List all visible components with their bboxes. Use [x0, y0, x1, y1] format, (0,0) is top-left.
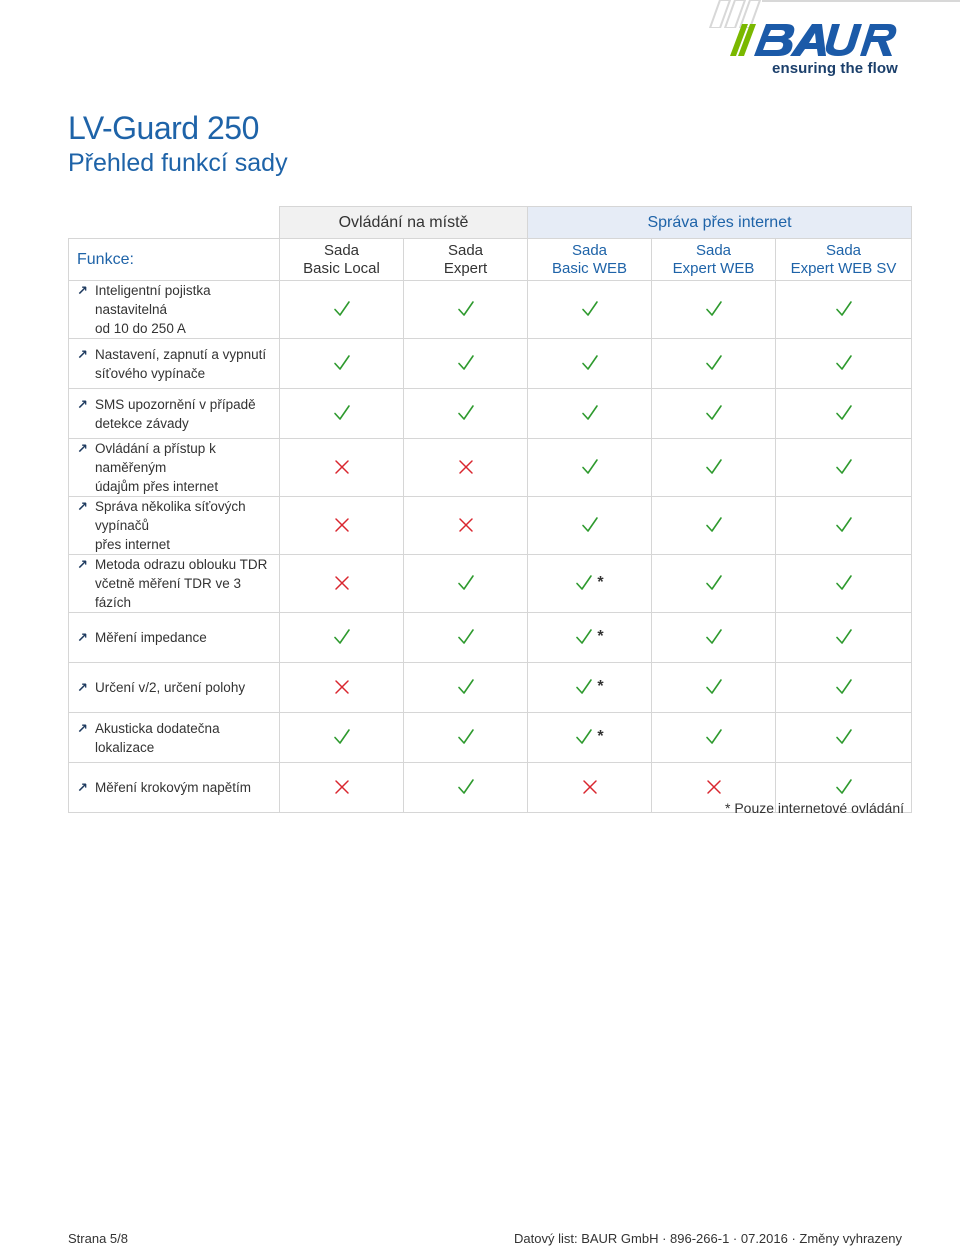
column-header-basic-local — [280, 239, 404, 281]
feature-label-line2: včetně měření TDR ve 3 fázích — [95, 576, 242, 610]
check-cell — [404, 613, 528, 663]
bullet-arrow-icon: ↗ — [77, 780, 88, 795]
check-cell — [280, 613, 404, 663]
cross-cell — [280, 663, 404, 713]
cross-icon — [333, 459, 351, 476]
check-icon — [333, 301, 351, 318]
check-cell — [528, 663, 652, 713]
check-icon — [705, 301, 723, 318]
check-icon — [457, 729, 475, 746]
check-cell — [652, 713, 776, 763]
check-icon — [581, 355, 599, 372]
check-icon — [457, 779, 475, 796]
document-info: Datový list: BAUR GmbH · 896-266-1 · 07.2016 · Změny vyhrazeny — [514, 1231, 902, 1246]
check-icon — [835, 779, 853, 796]
footnote-star: * — [597, 574, 604, 592]
check-icon — [333, 355, 351, 372]
feature-label-line1: SMS upozornění v případě — [95, 396, 256, 412]
group-local-header: Ovládání na místě — [280, 207, 528, 239]
cross-icon — [333, 575, 351, 592]
bullet-arrow-icon: ↗ — [77, 283, 88, 298]
cross-icon — [333, 517, 351, 534]
check-icon — [581, 405, 599, 422]
check-icon — [705, 575, 723, 592]
bullet-arrow-icon: ↗ — [77, 396, 88, 412]
bullet-arrow-icon: ↗ — [77, 557, 88, 572]
page-subtitle: Přehled funkcí sady — [68, 149, 288, 177]
cross-icon — [705, 779, 723, 796]
check-cell — [404, 663, 528, 713]
check-cell — [528, 439, 652, 497]
feature-label — [95, 439, 275, 496]
check-icon — [457, 629, 475, 646]
check-icon — [835, 405, 853, 422]
table-row — [69, 663, 912, 713]
column-header-line2: Basic Local — [303, 259, 380, 277]
column-header-expert-web-sv — [776, 239, 912, 281]
check-cell — [528, 389, 652, 439]
bullet-arrow-icon: ↗ — [77, 720, 88, 736]
check-cell — [776, 713, 912, 763]
check-icon — [835, 459, 853, 476]
feature-label-line2: přes internet — [95, 537, 171, 552]
feature-label — [95, 678, 275, 697]
feature-label-line2: detekce závady — [95, 415, 189, 431]
feature-table — [68, 206, 912, 813]
cross-icon — [581, 779, 599, 796]
check-cell — [652, 389, 776, 439]
baur-logo-mark — [728, 22, 898, 58]
page-title: LV-Guard 250 — [68, 110, 259, 146]
check-cell — [652, 613, 776, 663]
bullet-arrow-icon: ↗ — [77, 346, 88, 362]
page-number: Strana 5/8 — [68, 1231, 128, 1246]
check-icon — [835, 575, 853, 592]
group-header-spacer — [69, 207, 280, 239]
cross-cell — [280, 497, 404, 555]
check-cell — [528, 339, 652, 389]
cross-cell — [280, 763, 404, 813]
check-icon — [457, 405, 475, 422]
table-row — [69, 281, 912, 339]
table-row — [69, 389, 912, 439]
feature-cell — [69, 763, 280, 813]
feature-cell — [69, 497, 280, 555]
group-web-header: Správa přes internet — [528, 207, 912, 239]
check-icon — [835, 517, 853, 534]
check-icon — [705, 355, 723, 372]
feature-label-line1: Určení v/2, určení polohy — [95, 680, 246, 695]
feature-cell — [69, 663, 280, 713]
group-header-row — [69, 207, 912, 239]
check-cell — [404, 389, 528, 439]
table-row — [69, 497, 912, 555]
table-row — [69, 339, 912, 389]
column-header-line1: Sada — [695, 241, 732, 259]
feature-cell — [69, 439, 280, 497]
check-icon — [575, 679, 593, 696]
cross-icon — [333, 779, 351, 796]
feature-label — [95, 395, 275, 433]
cross-cell — [280, 439, 404, 497]
check-cell — [652, 497, 776, 555]
check-cell — [776, 613, 912, 663]
table-row — [69, 555, 912, 613]
feature-label-line1: Správa několika síťových vypínačů — [95, 499, 246, 533]
cross-icon — [333, 679, 351, 696]
check-cell — [404, 763, 528, 813]
check-cell — [528, 613, 652, 663]
feature-cell — [69, 613, 280, 663]
cross-cell — [528, 763, 652, 813]
check-cell — [280, 281, 404, 339]
cross-cell — [404, 497, 528, 555]
check-cell — [404, 555, 528, 613]
check-cell — [280, 389, 404, 439]
table-row — [69, 613, 912, 663]
cross-cell — [404, 439, 528, 497]
bullet-arrow-icon: ↗ — [77, 499, 88, 514]
feature-cell — [69, 281, 280, 339]
cross-icon — [457, 459, 475, 476]
check-icon — [835, 301, 853, 318]
table-row — [69, 713, 912, 763]
check-cell — [404, 339, 528, 389]
column-header-row — [69, 239, 912, 281]
feature-cell — [69, 389, 280, 439]
footnote-star: * — [597, 728, 604, 746]
functions-label: Funkce: — [69, 239, 280, 281]
feature-label — [95, 628, 275, 647]
bullet-arrow-icon: ↗ — [77, 630, 88, 645]
column-header-line2: Basic WEB — [551, 259, 627, 277]
feature-label-line1: Akusticka dodatečna lokalizace — [95, 720, 220, 755]
bullet-arrow-icon: ↗ — [77, 680, 88, 695]
check-cell — [776, 389, 912, 439]
feature-label-line1: Nastavení, zapnutí a vypnutí — [95, 346, 267, 362]
bullet-arrow-icon: ↗ — [77, 441, 88, 456]
feature-label-line1: Inteligentní pojistka nastavitelná — [95, 283, 211, 317]
check-cell — [528, 497, 652, 555]
check-icon — [575, 629, 593, 646]
feature-rows — [69, 281, 912, 813]
check-cell — [652, 439, 776, 497]
check-icon — [333, 405, 351, 422]
check-cell — [652, 555, 776, 613]
check-icon — [457, 679, 475, 696]
cross-cell — [280, 555, 404, 613]
column-header-basic-web — [528, 239, 652, 281]
check-icon — [333, 629, 351, 646]
check-icon — [333, 729, 351, 746]
feature-cell — [69, 339, 280, 389]
cross-icon — [457, 517, 475, 534]
check-icon — [575, 729, 593, 746]
feature-label — [95, 497, 275, 554]
feature-label-line1: Ovládání a přístup k naměřeným — [95, 441, 216, 475]
column-header-line1: Sada — [447, 241, 484, 259]
check-icon — [705, 405, 723, 422]
check-cell — [404, 281, 528, 339]
check-icon — [835, 729, 853, 746]
check-icon — [705, 729, 723, 746]
check-cell — [776, 555, 912, 613]
footnote: * Pouze internetové ovládání — [724, 800, 904, 816]
check-icon — [581, 301, 599, 318]
check-cell — [652, 663, 776, 713]
check-icon — [835, 355, 853, 372]
check-icon — [457, 301, 475, 318]
feature-label-line2: od 10 do 250 A — [95, 321, 186, 336]
check-cell — [776, 339, 912, 389]
column-header-line2: Expert WEB — [672, 259, 755, 277]
check-icon — [835, 629, 853, 646]
baur-logo — [728, 22, 908, 78]
check-cell — [280, 713, 404, 763]
check-icon — [705, 629, 723, 646]
feature-label — [95, 555, 275, 612]
check-cell — [280, 339, 404, 389]
column-header-line1: Sada — [825, 241, 862, 259]
table-row — [69, 439, 912, 497]
tagline: ensuring the flow — [772, 60, 898, 77]
check-cell — [776, 497, 912, 555]
feature-label — [95, 345, 275, 383]
check-icon — [457, 575, 475, 592]
check-icon — [705, 459, 723, 476]
check-cell — [776, 281, 912, 339]
feature-label-line2: údajům přes internet — [95, 479, 219, 494]
feature-label — [95, 719, 275, 757]
check-cell — [776, 439, 912, 497]
check-icon — [581, 517, 599, 534]
check-cell — [652, 339, 776, 389]
footnote-star: * — [597, 628, 604, 646]
footnote-star: * — [597, 678, 604, 696]
feature-cell — [69, 713, 280, 763]
feature-label-line2: síťového vypínače — [95, 365, 206, 381]
feature-label-line1: Metoda odrazu oblouku TDR — [95, 557, 268, 572]
feature-label-line1: Měření krokovým napětím — [95, 780, 252, 795]
check-cell — [528, 281, 652, 339]
check-cell — [404, 713, 528, 763]
column-header-line1: Sada — [323, 241, 360, 259]
check-icon — [457, 355, 475, 372]
feature-label-line1: Měření impedance — [95, 630, 207, 645]
check-cell — [528, 713, 652, 763]
feature-label — [95, 778, 275, 797]
column-header-expert — [404, 239, 528, 281]
check-cell — [776, 663, 912, 713]
check-icon — [581, 459, 599, 476]
feature-cell — [69, 555, 280, 613]
column-header-line2: Expert — [443, 259, 488, 277]
check-icon — [705, 517, 723, 534]
check-icon — [835, 679, 853, 696]
column-header-line1: Sada — [571, 241, 608, 259]
check-icon — [705, 679, 723, 696]
column-header-line2: Expert WEB SV — [790, 259, 897, 277]
check-cell — [652, 281, 776, 339]
feature-label — [95, 281, 275, 338]
check-icon — [575, 575, 593, 592]
check-cell — [528, 555, 652, 613]
column-header-expert-web — [652, 239, 776, 281]
